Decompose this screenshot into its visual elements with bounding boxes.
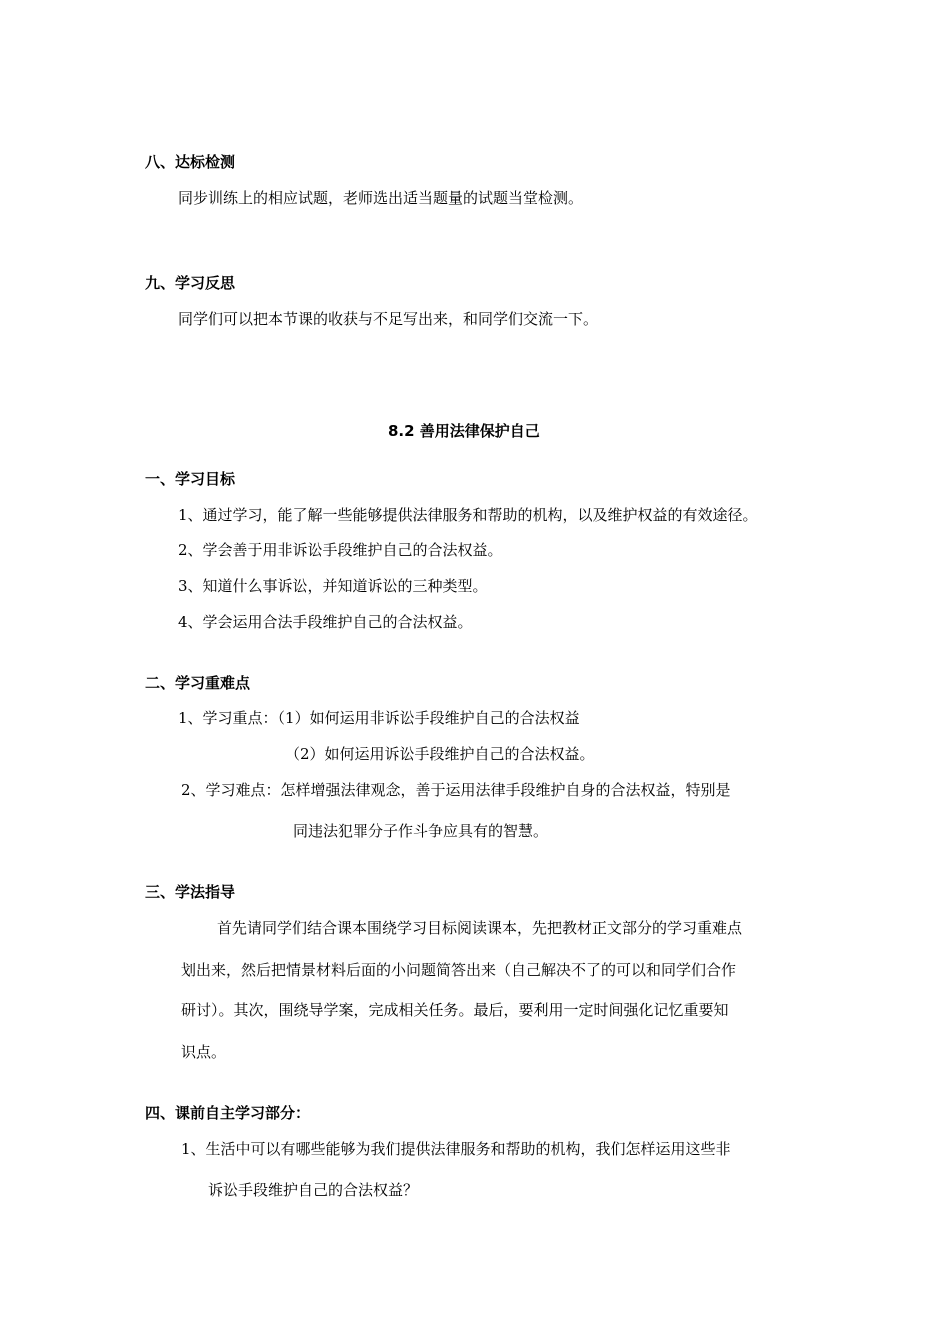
difficult-point-line1: 2、学习难点：怎样增强法律观念，善于运用法律手段维护自身的合法权益，特别是 xyxy=(181,781,731,799)
goal-item: 4、学会运用合法手段维护自己的合法权益。 xyxy=(178,613,473,631)
goal-item: 2、学会善于用非诉讼手段维护自己的合法权益。 xyxy=(178,541,503,559)
key-point-line1: 1、学习重点：（1）如何运用非诉讼手段维护自己的合法权益 xyxy=(178,709,580,727)
goal-item: 1、通过学习，能了解一些能够提供法律服务和帮助的机构，以及维护权益的有效途径。 xyxy=(178,506,758,524)
goals-heading: 一、学习目标 xyxy=(145,470,236,488)
method-line: 首先请同学们结合课本围绕学习目标阅读课本，先把教材正文部分的学习重难点 xyxy=(217,919,743,937)
section-heading-8: 八、达标检测 xyxy=(145,153,236,171)
lesson-title: 8.2 善用法律保护自己 xyxy=(388,422,540,440)
method-line: 划出来，然后把情景材料后面的小问题简答出来（自己解决不了的可以和同学们合作 xyxy=(181,961,737,979)
section-text-9: 同学们可以把本节课的收获与不足写出来，和同学们交流一下。 xyxy=(178,310,599,328)
method-heading: 三、学法指导 xyxy=(145,883,236,901)
section-text-8: 同步训练上的相应试题，老师选出适当题量的试题当堂检测。 xyxy=(178,189,584,207)
section-heading-9: 九、学习反思 xyxy=(145,274,236,292)
difficult-point-line2: 同违法犯罪分子作斗争应具有的智慧。 xyxy=(293,822,549,840)
key-point-line2: （2）如何运用诉讼手段维护自己的合法权益。 xyxy=(285,745,595,763)
goal-item: 3、知道什么事诉讼，并知道诉讼的三种类型。 xyxy=(178,577,488,595)
method-line: 识点。 xyxy=(181,1043,227,1061)
preclass-heading: 四、课前自主学习部分： xyxy=(145,1104,311,1122)
method-line: 研讨）。其次，围绕导学案，完成相关任务。最后，要利用一定时间强化记忆重要知 xyxy=(181,1001,729,1019)
preclass-question-line2: 诉讼手段维护自己的合法权益？ xyxy=(208,1181,419,1199)
keypoints-heading: 二、学习重难点 xyxy=(145,674,251,692)
preclass-question-line1: 1、生活中可以有哪些能够为我们提供法律服务和帮助的机构，我们怎样运用这些非 xyxy=(181,1140,731,1158)
